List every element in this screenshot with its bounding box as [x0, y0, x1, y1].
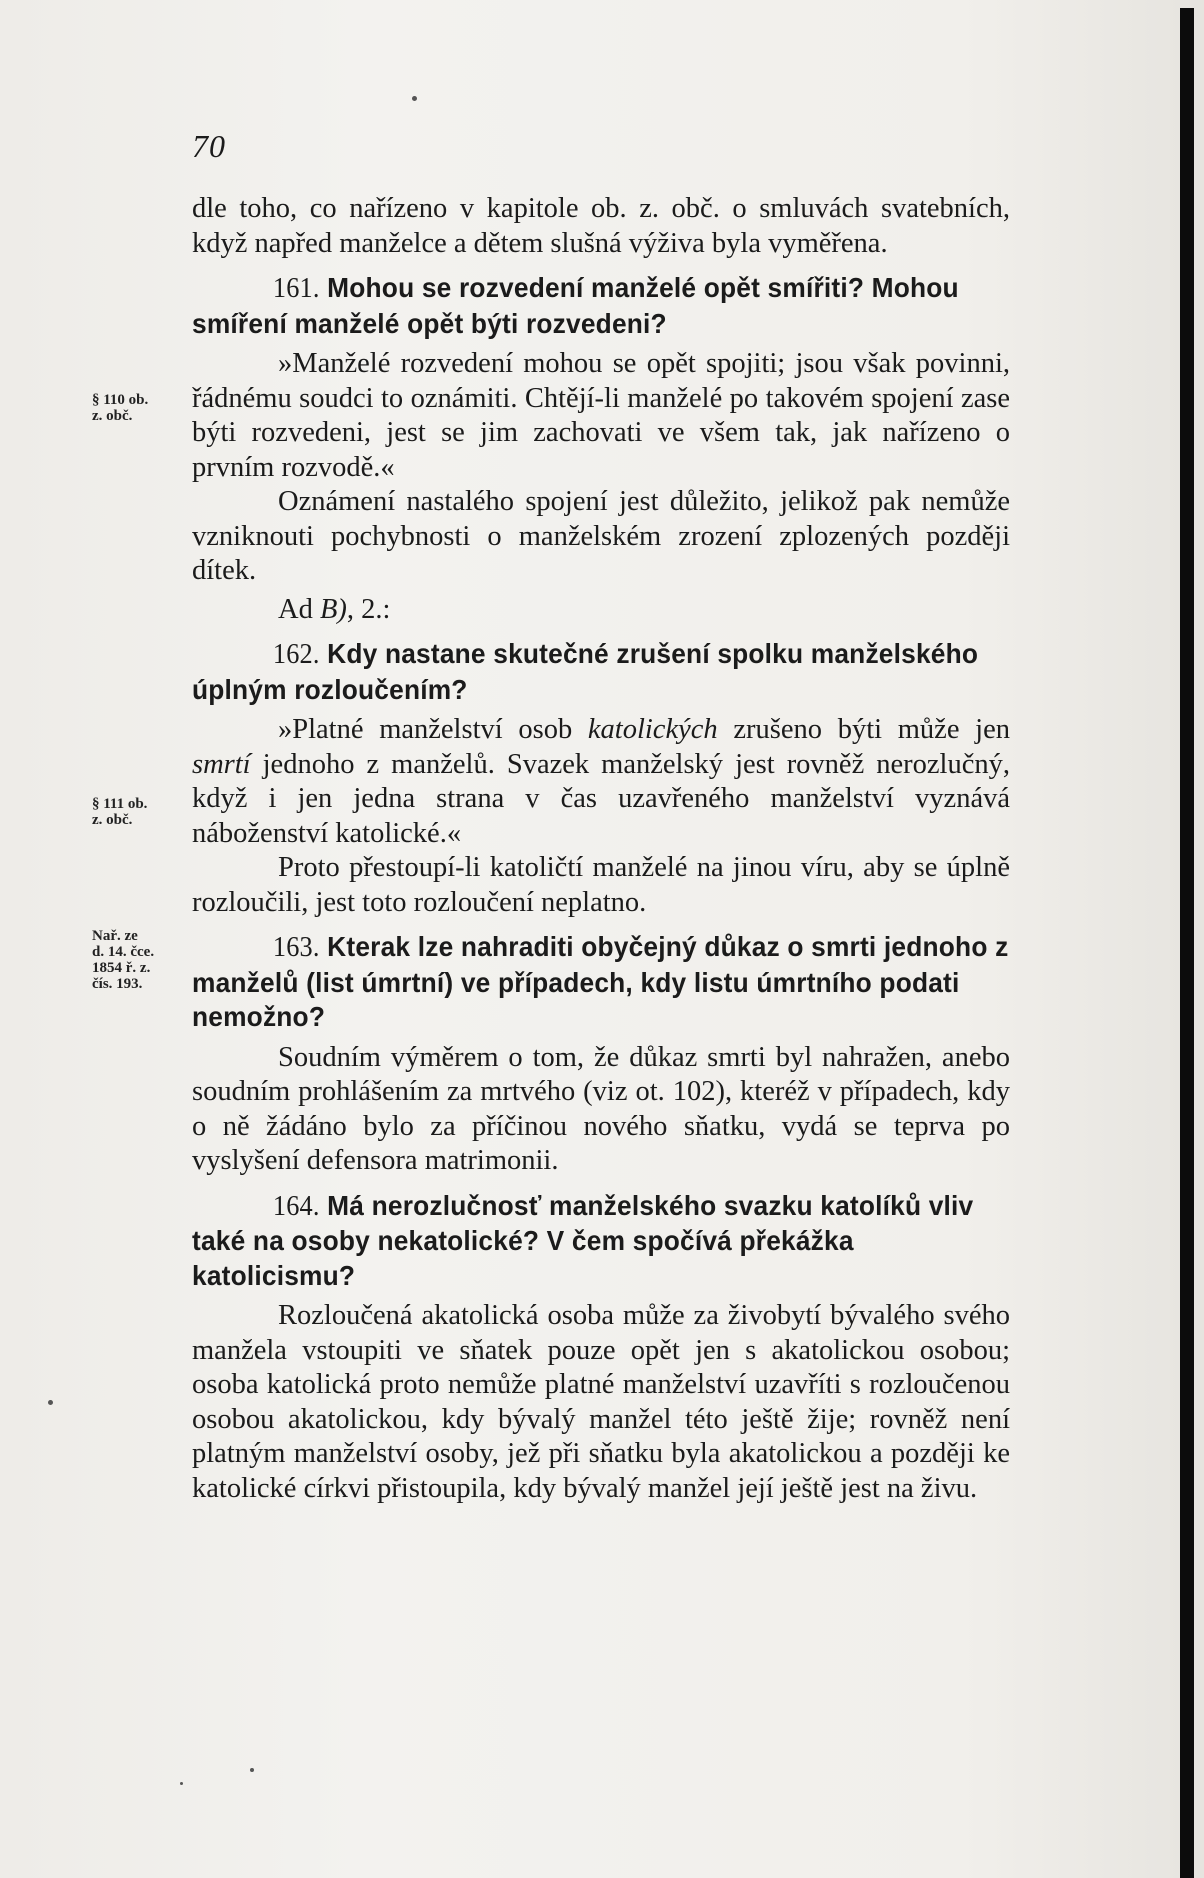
margin-note-line: čís. 193. [92, 976, 143, 992]
paragraph: Oznámení nastalého spojení jest důležito, jelikož pak nemůže vzniknouti pochybnosti o manželském zrození zplozených později dítek. [192, 486, 1010, 586]
ad-prefix: Ad [278, 593, 320, 625]
ad-b-subsection [192, 593, 1010, 628]
ad-suffix: , 2.: [346, 593, 391, 625]
ink-speck [412, 96, 417, 101]
ink-speck [180, 1782, 183, 1785]
paragraph [192, 713, 1010, 851]
question-heading-163 [192, 930, 1010, 1035]
margin-note [92, 796, 182, 828]
question-text: Má nerozlučnosť manželského svazku katolíků vliv také na osoby nekatolické? V čem spočívá překážka katolicismu? [192, 1189, 974, 1291]
question-number: 161. [272, 273, 320, 304]
margin-note-line: § 111 ob. [92, 796, 148, 812]
page-number: 70 [192, 128, 226, 164]
intro-paragraph: dle toho, co nařízeno v kapitole ob. z. obč. o smluvách svatebních, když napřed manželce a dětem slušná výživa byla vyměřena. [192, 193, 1010, 259]
text-run: »Platné manželství osob [278, 714, 588, 745]
question-text: Kdy nastane skutečné zrušení spolku manželského úplným rozloučením? [192, 638, 979, 705]
body-text [192, 192, 1010, 1506]
emphasis: katolických [587, 714, 718, 745]
question-text: Kterak lze nahraditi obyčejný důkaz o smrti jednoho z manželů (list úmrtní) ve případech, kdy listu úmrtního podati nemožno? [192, 931, 1009, 1032]
margin-note-line: z. obč. [92, 812, 133, 828]
question-heading-162 [192, 637, 1010, 707]
scan-edge-shadow [1180, 8, 1194, 1878]
question-heading-161 [192, 271, 1010, 341]
margin-note-line: 1854 ř. z. [92, 960, 151, 976]
margin-note-line: § 110 ob. [92, 392, 149, 408]
paragraph: Soudním výměrem o tom, že důkaz smrti byl nahražen, anebo soudním prohlášením za mrtvého (viz ot. 102), kteréž v případech, kdy o ně žádáno bylo za příčinou nového sňatku, vydá se teprva po vyslyšení defensora matrimonii. [192, 1041, 1010, 1176]
question-number: 162. [272, 639, 320, 670]
margin-note-line: z. obč. [92, 408, 133, 424]
margin-note-line: d. 14. čce. [92, 944, 155, 960]
question-number: 164. [272, 1190, 320, 1222]
paragraph: Rozloučená akatolická osoba může za živobytí bývalého svého manžela vstoupiti ve sňatek pouze opět jen s akatolickou osobou; osoba katolická proto nemůže platné manželství uzavříti s rozloučenou osobou akatolickou, kdy bývalý manžel této ještě žije; rovněž není platným manželství osoby, jež při sňatku byla akatolickou a později ke katolické církvi přistoupila, kdy bývalý manžel její ještě jest na živu. [192, 1300, 1010, 1504]
paragraph: Proto přestoupí-li katoličtí manželé na jinou víru, aby se úplně rozloučili, jest toto rozloučení neplatno. [192, 852, 1010, 918]
question-text: Mohou se rozvedení manželé opět smířiti? Mohou smíření manželé opět býti rozvedeni? [192, 272, 959, 339]
paragraph: »Manželé rozvedení mohou se opět spojiti; jsou však povinni, řádnému soudci to oznámiti. Chtějí-li manželé po takovém spojení zase býti rozvedeni, jest se jim zachovati ve všem tak, jak nařízeno o prvním rozvodě.« [192, 348, 1010, 483]
emphasis: smrtí [192, 748, 251, 780]
ink-speck [250, 1768, 254, 1772]
text-run: jednoho z manželů. Svazek manželský jest rovněž nerozlučný, když i jen jedna strana v čas uzavřeného manželství vyznává náboženství katolické.« [192, 748, 1010, 849]
ink-speck [48, 1400, 53, 1405]
ad-letter: B) [319, 593, 347, 625]
question-heading-164 [192, 1189, 1010, 1294]
text-run: zrušeno býti může jen [717, 714, 1010, 745]
margin-note-line: Nař. ze [92, 928, 138, 944]
margin-note [92, 928, 182, 992]
margin-note [92, 392, 182, 424]
question-number: 163. [272, 932, 320, 963]
